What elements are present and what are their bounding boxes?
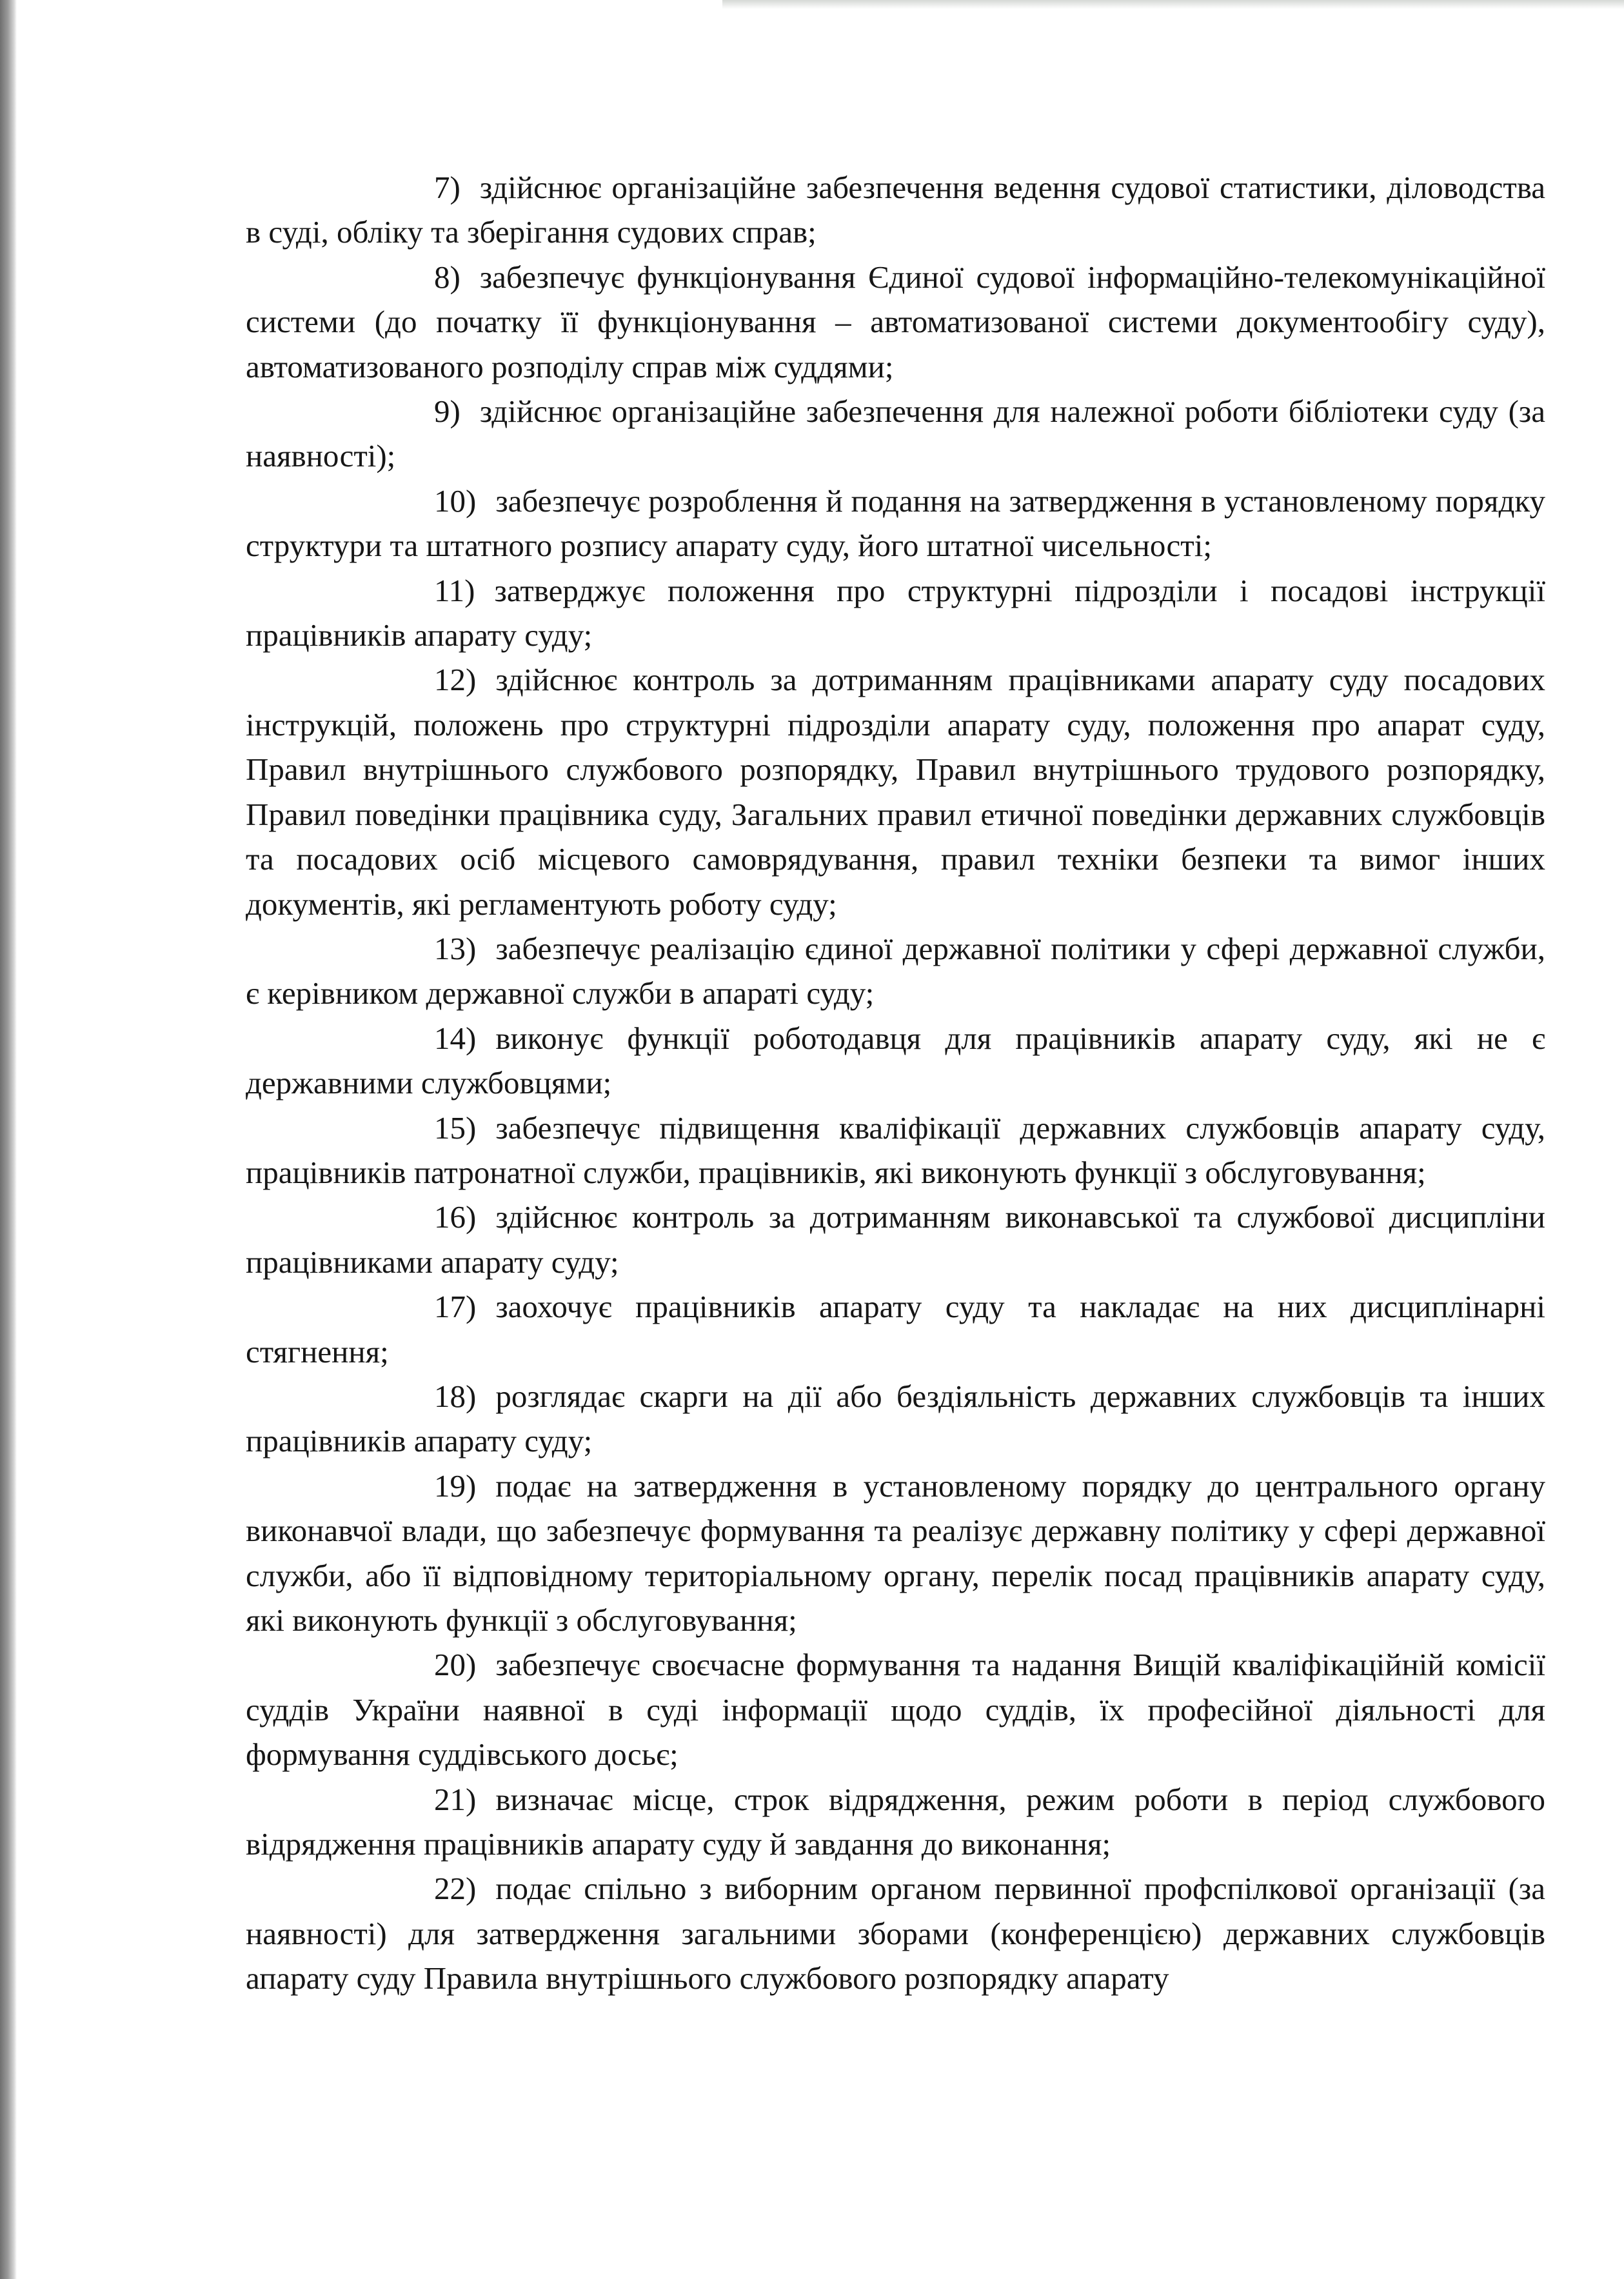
list-item xyxy=(246,1195,1545,1284)
item-text: розглядає скарги на дії або бездіяльність державних службовців та інших працівників апарату суду; xyxy=(246,1378,1545,1459)
item-number: 17) xyxy=(434,1289,477,1325)
scan-shadow-edge xyxy=(0,0,17,2279)
list-item xyxy=(246,568,1545,658)
list-item xyxy=(246,165,1545,255)
item-text: здійснює організаційне забезпечення ведення судової статистики, діловодства в суді, обліку та зберігання судових справ; xyxy=(246,170,1545,250)
item-text: здійснює організаційне забезпечення для належної роботи бібліотеки суду (за наявності); xyxy=(246,393,1545,474)
scan-shadow-top xyxy=(722,0,1624,9)
list-item xyxy=(246,479,1545,568)
list-item xyxy=(246,1464,1545,1643)
item-number: 7) xyxy=(434,170,460,205)
list-item xyxy=(246,1016,1545,1106)
item-number: 16) xyxy=(434,1199,477,1235)
item-text: забезпечує розроблення й подання на затвердження в установленому порядку структури та штатного розпису апарату суду, його штатної чисельності; xyxy=(246,483,1545,564)
list-item xyxy=(246,1642,1545,1776)
item-text: виконує функції роботодавця для працівників апарату суду, які не є державними службовцями; xyxy=(246,1020,1545,1101)
item-text: визначає місце, строк відрядження, режим роботи в період службового відрядження працівників апарату суду й завдання до виконання; xyxy=(246,1781,1545,1862)
item-text: заохочує працівників апарату суду та накладає на них дисциплінарні стягнення; xyxy=(246,1289,1545,1369)
item-number: 21) xyxy=(434,1781,477,1817)
item-text: здійснює контроль за дотриманням виконавської та службової дисципліни працівниками апарату суду; xyxy=(246,1199,1545,1280)
item-number: 22) xyxy=(434,1871,477,1907)
item-number: 20) xyxy=(434,1647,477,1683)
document-body xyxy=(246,165,1545,2001)
item-text: подає на затвердження в установленому порядку до центрального органу виконавчої влади, що забезпечує формування та реалізує державну політику у сфері державної служби, або її відповідному територіальному органу, перелік посад працівників апарату суду, які виконують функції з обслуговування; xyxy=(246,1468,1545,1638)
item-number: 18) xyxy=(434,1378,477,1414)
item-text: забезпечує функціонування Єдиної судової інформаційно-телекомунікаційної системи (до початку її функціонування – автоматизованої системи документообігу суду), автоматизованого розподілу справ між суддями; xyxy=(246,259,1545,384)
item-number: 11) xyxy=(434,572,475,608)
list-item xyxy=(246,1777,1545,1867)
item-text: затверджує положення про структурні підрозділи і посадові інструкції працівників апарату суду; xyxy=(246,572,1545,653)
item-number: 8) xyxy=(434,259,460,295)
list-item xyxy=(246,657,1545,926)
item-number: 12) xyxy=(434,662,477,698)
item-text: подає спільно з виборним органом первинної профспілкової організації (за наявності) для затвердження загальними зборами (конференцією) державних службовців апарату суду Правила внутрішнього службового розпорядку апарату xyxy=(246,1871,1545,1996)
item-number: 13) xyxy=(434,930,477,966)
list-item xyxy=(246,1866,1545,2000)
list-item xyxy=(246,1106,1545,1195)
item-number: 19) xyxy=(434,1468,477,1504)
item-text: здійснює контроль за дотриманням працівниками апарату суду посадових інструкцій, положень про структурні підрозділи апарату суду, положення про апарат суду, Правил внутрішнього службового розпорядку, Правил внутрішнього трудового розпорядку, Правил поведінки працівника суду, Загальних правил етичної поведінки державних службовців та посадових осіб місцевого самоврядування, правил техніки безпеки та вимог інших документів, які регламентують роботу суду; xyxy=(246,662,1545,922)
item-number: 15) xyxy=(434,1110,477,1146)
item-number: 10) xyxy=(434,483,477,519)
list-item xyxy=(246,1374,1545,1464)
list-item xyxy=(246,926,1545,1016)
list-item xyxy=(246,1284,1545,1374)
list-item xyxy=(246,255,1545,389)
item-text: забезпечує реалізацію єдиної державної політики у сфері державної служби, є керівником державної служби в апараті суду; xyxy=(246,930,1545,1011)
item-text: забезпечує підвищення кваліфікації державних службовців апарату суду, працівників патронатної служби, працівників, які виконують функції з обслуговування; xyxy=(246,1110,1545,1190)
item-text: забезпечує своєчасне формування та надання Вищій кваліфікаційній комісії суддів України наявної в суді інформації щодо суддів, їх професійної діяльності для формування суддівського досьє; xyxy=(246,1647,1545,1773)
item-number: 14) xyxy=(434,1020,477,1056)
list-item xyxy=(246,389,1545,479)
item-number: 9) xyxy=(434,393,460,430)
